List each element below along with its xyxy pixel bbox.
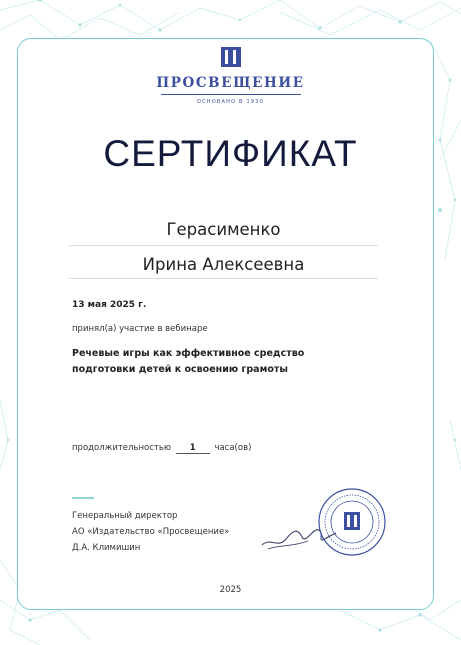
brand-logo xyxy=(0,47,461,105)
signer-name: Д.А. Климишин xyxy=(72,543,141,553)
duration xyxy=(72,443,251,454)
webinar-title-line-2: подготовки детей к освоению грамоты xyxy=(72,364,288,375)
signer-title: Генеральный директор xyxy=(72,511,178,521)
recipient-names: Ирина Алексеевна xyxy=(142,255,305,274)
brand-logo-icon xyxy=(221,47,241,67)
signer-company: АО «Издательство «Просвещение» xyxy=(72,527,230,537)
duration-value: 1 xyxy=(176,443,210,454)
brand-founded: ОСНОВАНО В 1930 xyxy=(196,99,264,105)
duration-label: продолжительностью xyxy=(72,443,172,453)
recipient-surname: Герасименко xyxy=(166,220,281,239)
duration-unit: часа(ов) xyxy=(214,443,252,453)
webinar-title-line-1: Речевые игры как эффективное средство xyxy=(72,348,305,359)
certificate-year: 2025 xyxy=(219,585,242,595)
names-divider xyxy=(69,278,378,279)
surname-divider xyxy=(69,245,378,246)
brand-name: ПРОСВЕЩЕНИЕ xyxy=(156,75,305,91)
event-date: 13 мая 2025 г. xyxy=(72,300,147,310)
webinar-title xyxy=(72,346,304,378)
company-seal-icon xyxy=(317,487,387,557)
signer-block xyxy=(72,508,229,556)
participation-text: принял(а) участие в вебинаре xyxy=(72,324,208,334)
signer-accent-line xyxy=(72,497,94,499)
brand-divider xyxy=(161,94,301,95)
certificate-title: СЕРТИФИКАТ xyxy=(103,133,358,174)
